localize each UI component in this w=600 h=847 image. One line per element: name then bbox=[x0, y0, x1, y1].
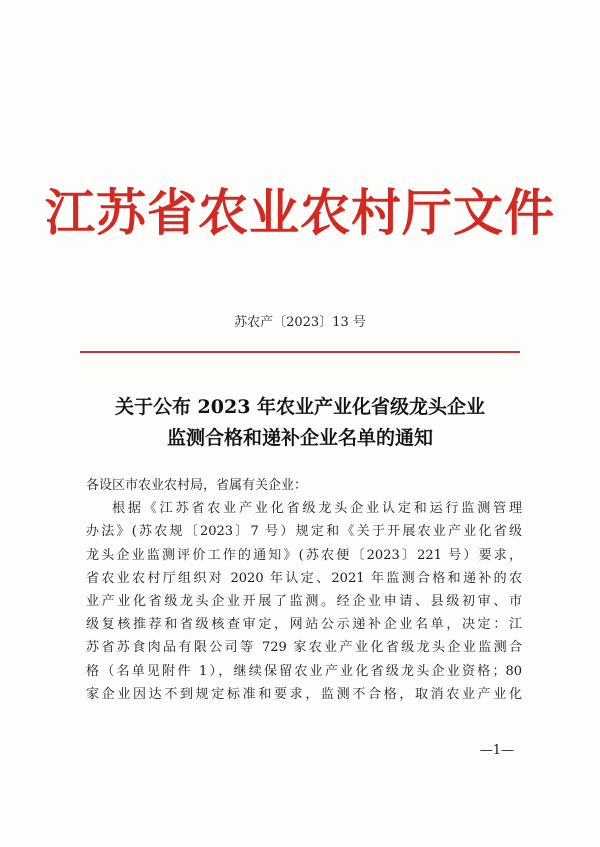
document-title bbox=[40, 392, 560, 454]
title-line: 关于公布 2023 年农业产业化省级龙头企业 bbox=[114, 396, 486, 418]
document-body bbox=[86, 474, 522, 706]
body-line: 家企业因达不到规定标准和要求，监测不合格，取消农业产业化 bbox=[86, 686, 522, 702]
document-masthead: 江苏省农业农村厅文件 bbox=[45, 183, 555, 242]
title-line: 监测合格和递补企业名单的通知 bbox=[166, 427, 433, 449]
body-line: 苏省苏食肉品有限公司等 729 家农业产业化省级龙头企业监测合 bbox=[86, 640, 522, 656]
red-divider-line bbox=[80, 351, 520, 353]
body-line: 业产业化省级龙头企业开展了监测。经企业申请、县级初审、市 bbox=[86, 593, 522, 609]
body-line: 级复核推荐和省级核查审定，网站公示递补企业名单，决定：江 bbox=[86, 617, 522, 633]
salutation: 各设区市农业农村局，省属有关企业： bbox=[86, 478, 308, 493]
body-line: 办法》(苏农规〔2023〕7 号）规定和《关于开展农业产业化省级 bbox=[86, 524, 522, 540]
document-number: 苏农产〔2023〕13 号 bbox=[234, 315, 366, 330]
body-line: 格（名单见附件 1），继续保留农业产业化省级龙头企业资格；80 bbox=[86, 663, 522, 679]
body-line: 根据《江苏省农业产业化省级龙头企业认定和运行监测管理 bbox=[112, 501, 522, 517]
body-line: 省农业农村厅组织对 2020 年认定、2021 年监测合格和递补的农 bbox=[86, 570, 522, 586]
page-number: —1— bbox=[479, 743, 514, 758]
body-line: 龙头企业监测评价工作的通知》(苏农便〔2023〕221 号）要求， bbox=[86, 547, 522, 563]
